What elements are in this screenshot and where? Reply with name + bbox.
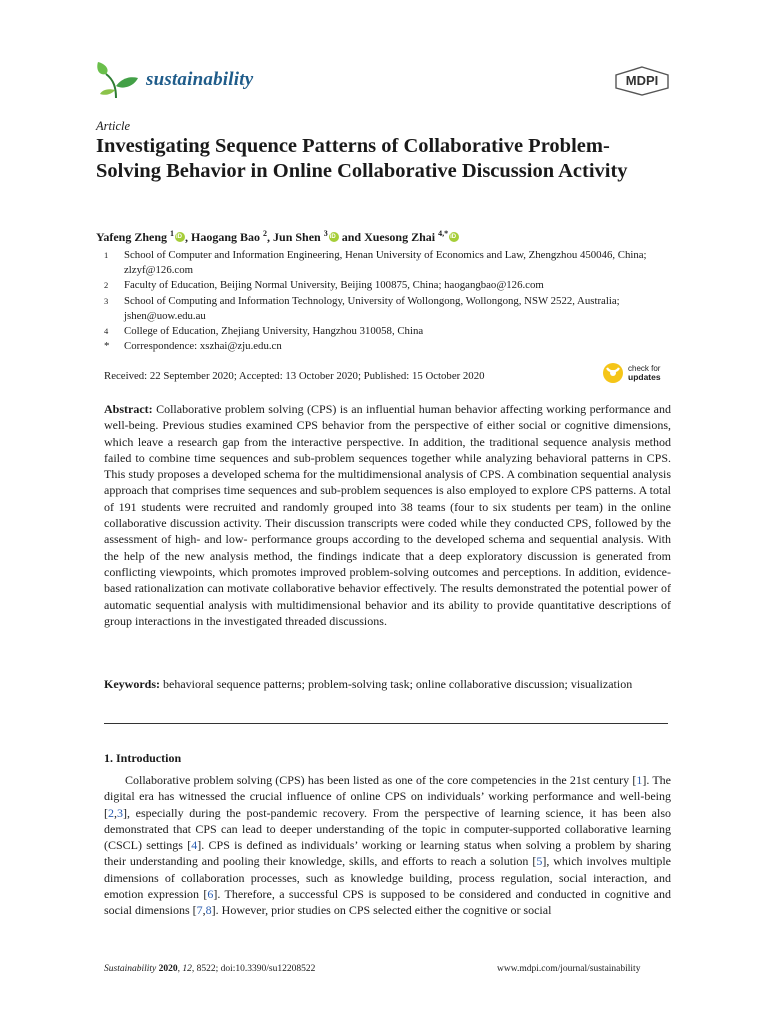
journal-header [96, 58, 253, 102]
abstract [104, 401, 671, 629]
citation-link[interactable]: 1 [636, 773, 643, 787]
citation-link[interactable]: 2 [108, 805, 114, 820]
keywords-label: Keywords: [104, 677, 160, 691]
paper-title: Investigating Sequence Patterns of Collaborative Problem-Solving Behavior in Online Collaborative Discussion Activity [96, 135, 628, 182]
citation-link[interactable]: 3 [117, 805, 123, 820]
footer-url[interactable]: www.mdpi.com/journal/sustainability [497, 964, 641, 974]
keywords-text: behavioral sequence patterns; problem-solving task; online collaborative discussion; visualization [163, 677, 633, 691]
check-for-updates-badge[interactable] [602, 362, 661, 384]
correspondence: * Correspondence: xszhai@zju.edu.cn [104, 340, 282, 353]
publication-dates: Received: 22 September 2020; Accepted: 13 October 2020; Published: 15 October 2020 [104, 370, 485, 382]
author: Haogang Bao $^2$, [191, 229, 274, 244]
author: Xuesong Zhai $^{4,*}$iD [364, 230, 459, 244]
publisher-logo [614, 66, 670, 101]
citation-link[interactable]: 5 [536, 854, 543, 869]
orcid-icon[interactable] [449, 232, 459, 242]
affiliation: 2 Faculty of Education, Beijing Normal University, Beijing 100875, China; haogangbao@126.com [104, 279, 544, 292]
affiliation: 3 School of Computing and Information Technology, University of Wollongong, Wollongong, NSW 2522, Australia; jshen@uow.edu.au [104, 294, 620, 322]
author: Yafeng Zheng $^1$iD , [96, 230, 191, 244]
section-heading: 1. Introduction [104, 751, 182, 765]
affiliation-list [104, 248, 664, 354]
citation-link[interactable]: 6 [207, 887, 214, 902]
intro-paragraph: Collaborative problem solving (CPS) has been listed as one of the core competencies in the 21st century [1]. The digital era has witnessed the crucial influence of online CPS on individuals’ working performance and well-being [2,3], especially during the post-pandemic recovery. From the perspective of learning science, it has been also demonstrated that CPS can lead to deeper understanding of the topic in computer-supported collaborative learning (CSCL) settings [4]. CPS is defined as individuals’ working or learning status when solving a problem by sharing their understanding and pooling their knowledge, skills, and efforts to reach a solution [5], which involves multiple dimensions of collaboration processes, such as knowledge building, process regulation, social interaction, and emotion expression [6]. Therefore, a successful CPS is supposed to be considered and conducted in cognitive and social dimensions [7,8]. However, prior studies on CPS selected either the cognitive or social [104, 773, 672, 918]
footer-citation: Sustainability 2020, 12, 8522; doi:10.3390/su12208522 [104, 964, 316, 974]
citation-link[interactable]: 8 [205, 903, 212, 918]
keywords [104, 676, 671, 692]
abstract-text: Collaborative problem solving (CPS) is an influential human behavior affecting working performance and well-being. Previous studies examined CPS behavior from the perspective of either social or cognitive dimensions, which leave a research gap from the interactive perspective. In addition, the traditional sequence analysis method failed to combine time sequences and sub-problem sequences together while analyzing behavioral patterns in CPS. This study proposes a developed schema for the multidimensional analysis of CPS. A combination sequential analysis approach that comprises time sequences and sub-problem sequences is also employed to explore CPS patterns. A total of 191 students were recruited and randomly grouped into 38 teams (four to six students per team) in the online collaborative discussion activity. Their discussion transcripts were coded while they conducted CPS, followed by the assessment of high- and low- performance groups according to the developed schema and sequential analysis. With the help of the new analysis method, the findings indicate that a deep exploratory discussion is generated from conflicting viewpoints, which promotes improved problem-solving outcomes and perceptions. In addition, evidence-based rationalization can motivate collaborative behavior effectively. The results demonstrated the potential power of automatic sequential analysis with multidimensional behavior and its ability to provide quantitative descriptions of group interactions in the investigated threaded discussions. [104, 402, 671, 628]
affiliation: 1 School of Computer and Information Engineering, Henan University of Economics and Law, Zhengzhou 450046, China; zlzyf@126.com [104, 249, 647, 277]
article-type: Article [96, 119, 131, 133]
author-list [96, 229, 459, 245]
check-updates-icon [602, 362, 624, 384]
journal-logo-icon [96, 60, 140, 100]
affiliation: 4 College of Education, Zhejiang University, Hangzhou 310058, China [104, 325, 424, 338]
citation-link[interactable]: 4 [191, 838, 198, 853]
section-divider [104, 723, 668, 724]
journal-name: sustainability [146, 69, 254, 90]
citation-link[interactable]: 7 [196, 903, 203, 918]
publisher-name: MDPI [625, 73, 659, 88]
author: Jun Shen $^3$iD and [273, 230, 364, 244]
orcid-icon[interactable] [175, 232, 185, 242]
abstract-label: Abstract: [104, 402, 153, 416]
check-updates-label: check for updates [628, 364, 661, 382]
orcid-icon[interactable] [329, 232, 339, 242]
